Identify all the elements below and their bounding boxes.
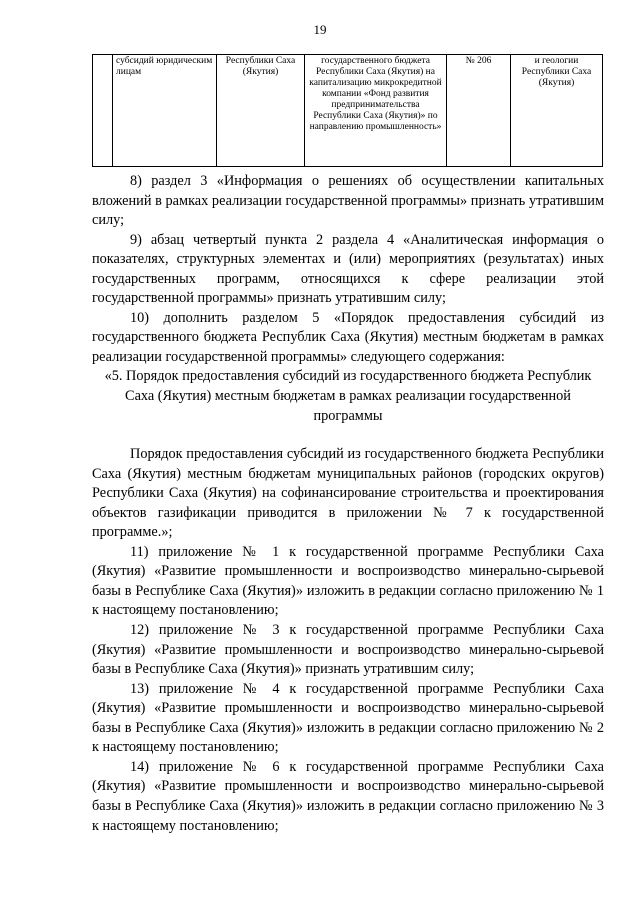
table-cell-number — [93, 55, 113, 167]
section-heading: «5. Порядок предоставления субсидий из государственного бюджета Республик Саха (Якутия) местным бюджетам в рамках реализации государственной программы — [104, 368, 592, 424]
paragraph-9: 9) абзац четвертый пункта 2 раздела 4 «Аналитическая информация о показателях, структурных элементах и (или) мероприятиях (результатах) иных государственных программ, относящихся к сфере реализации этой государственной программы» признать утратившим силу; — [92, 231, 604, 307]
table-cell-responsible: и геологии Республики Саха (Якутия) — [511, 55, 603, 167]
table-cell-name: субсидий юридическим лицам — [113, 55, 217, 167]
table-cell-document-number: № 206 — [447, 55, 511, 167]
spacer — [92, 426, 604, 445]
table-cell-region: Республики Саха (Якутия) — [217, 55, 305, 167]
table-cell-description: государственного бюджета Республики Саха (Якутия) на капитализацию микрокредитной компании «Фонд развития предпринимательства Республики Саха (Якутия)» по направлению промышленность» — [305, 55, 447, 167]
paragraph-11: 11) приложение № 1 к государственной программе Республики Саха (Якутия) «Развитие промышленности и воспроизводство минерально-сырьевой базы в Республике Саха (Якутия)» изложить в редакции согласно приложению № 1 к настоящему постановлению; — [92, 543, 604, 619]
paragraph-14: 14) приложение № 6 к государственной программе Республики Саха (Якутия) «Развитие промышленности и воспроизводство минерально-сырьевой базы в Республике Саха (Якутия)» изложить в редакции согласно приложению № 3 к настоящему постановлению; — [92, 758, 604, 834]
paragraph-12: 12) приложение № 3 к государственной программе Республики Саха (Якутия) «Развитие промышленности и воспроизводство минерально-сырьевой базы в Республике Саха (Якутия)» признать утратившим силу; — [92, 622, 604, 678]
paragraph-10: 10) дополнить разделом 5 «Порядок предоставления субсидий из государственного бюджета Республик Саха (Якутия) местным бюджетам в рамках реализации государственной программы» следующего содержания: — [92, 309, 604, 365]
section-body: Порядок предоставления субсидий из государственного бюджета Республики Саха (Якутия) местным бюджетам муниципальных районов (городских округов) Республики Саха (Якутия) на софинансирование строительства и проектирования объектов газификации приводится в приложении № 7 к государственной программе.»; — [92, 446, 604, 541]
paragraph-8: 8) раздел 3 «Информация о решениях об осуществлении капитальных вложений в рамках реализации государственной программы» признать утратившим силу; — [92, 173, 604, 229]
document-body — [92, 172, 604, 836]
paragraph-13: 13) приложение № 4 к государственной программе Республики Саха (Якутия) «Развитие промышленности и воспроизводство минерально-сырьевой базы в Республике Саха (Якутия)» изложить в редакции согласно приложению № 2 к настоящему постановлению; — [92, 680, 604, 756]
table-fragment — [92, 54, 603, 167]
page-number: 19 — [313, 22, 327, 37]
table-row — [93, 55, 603, 167]
